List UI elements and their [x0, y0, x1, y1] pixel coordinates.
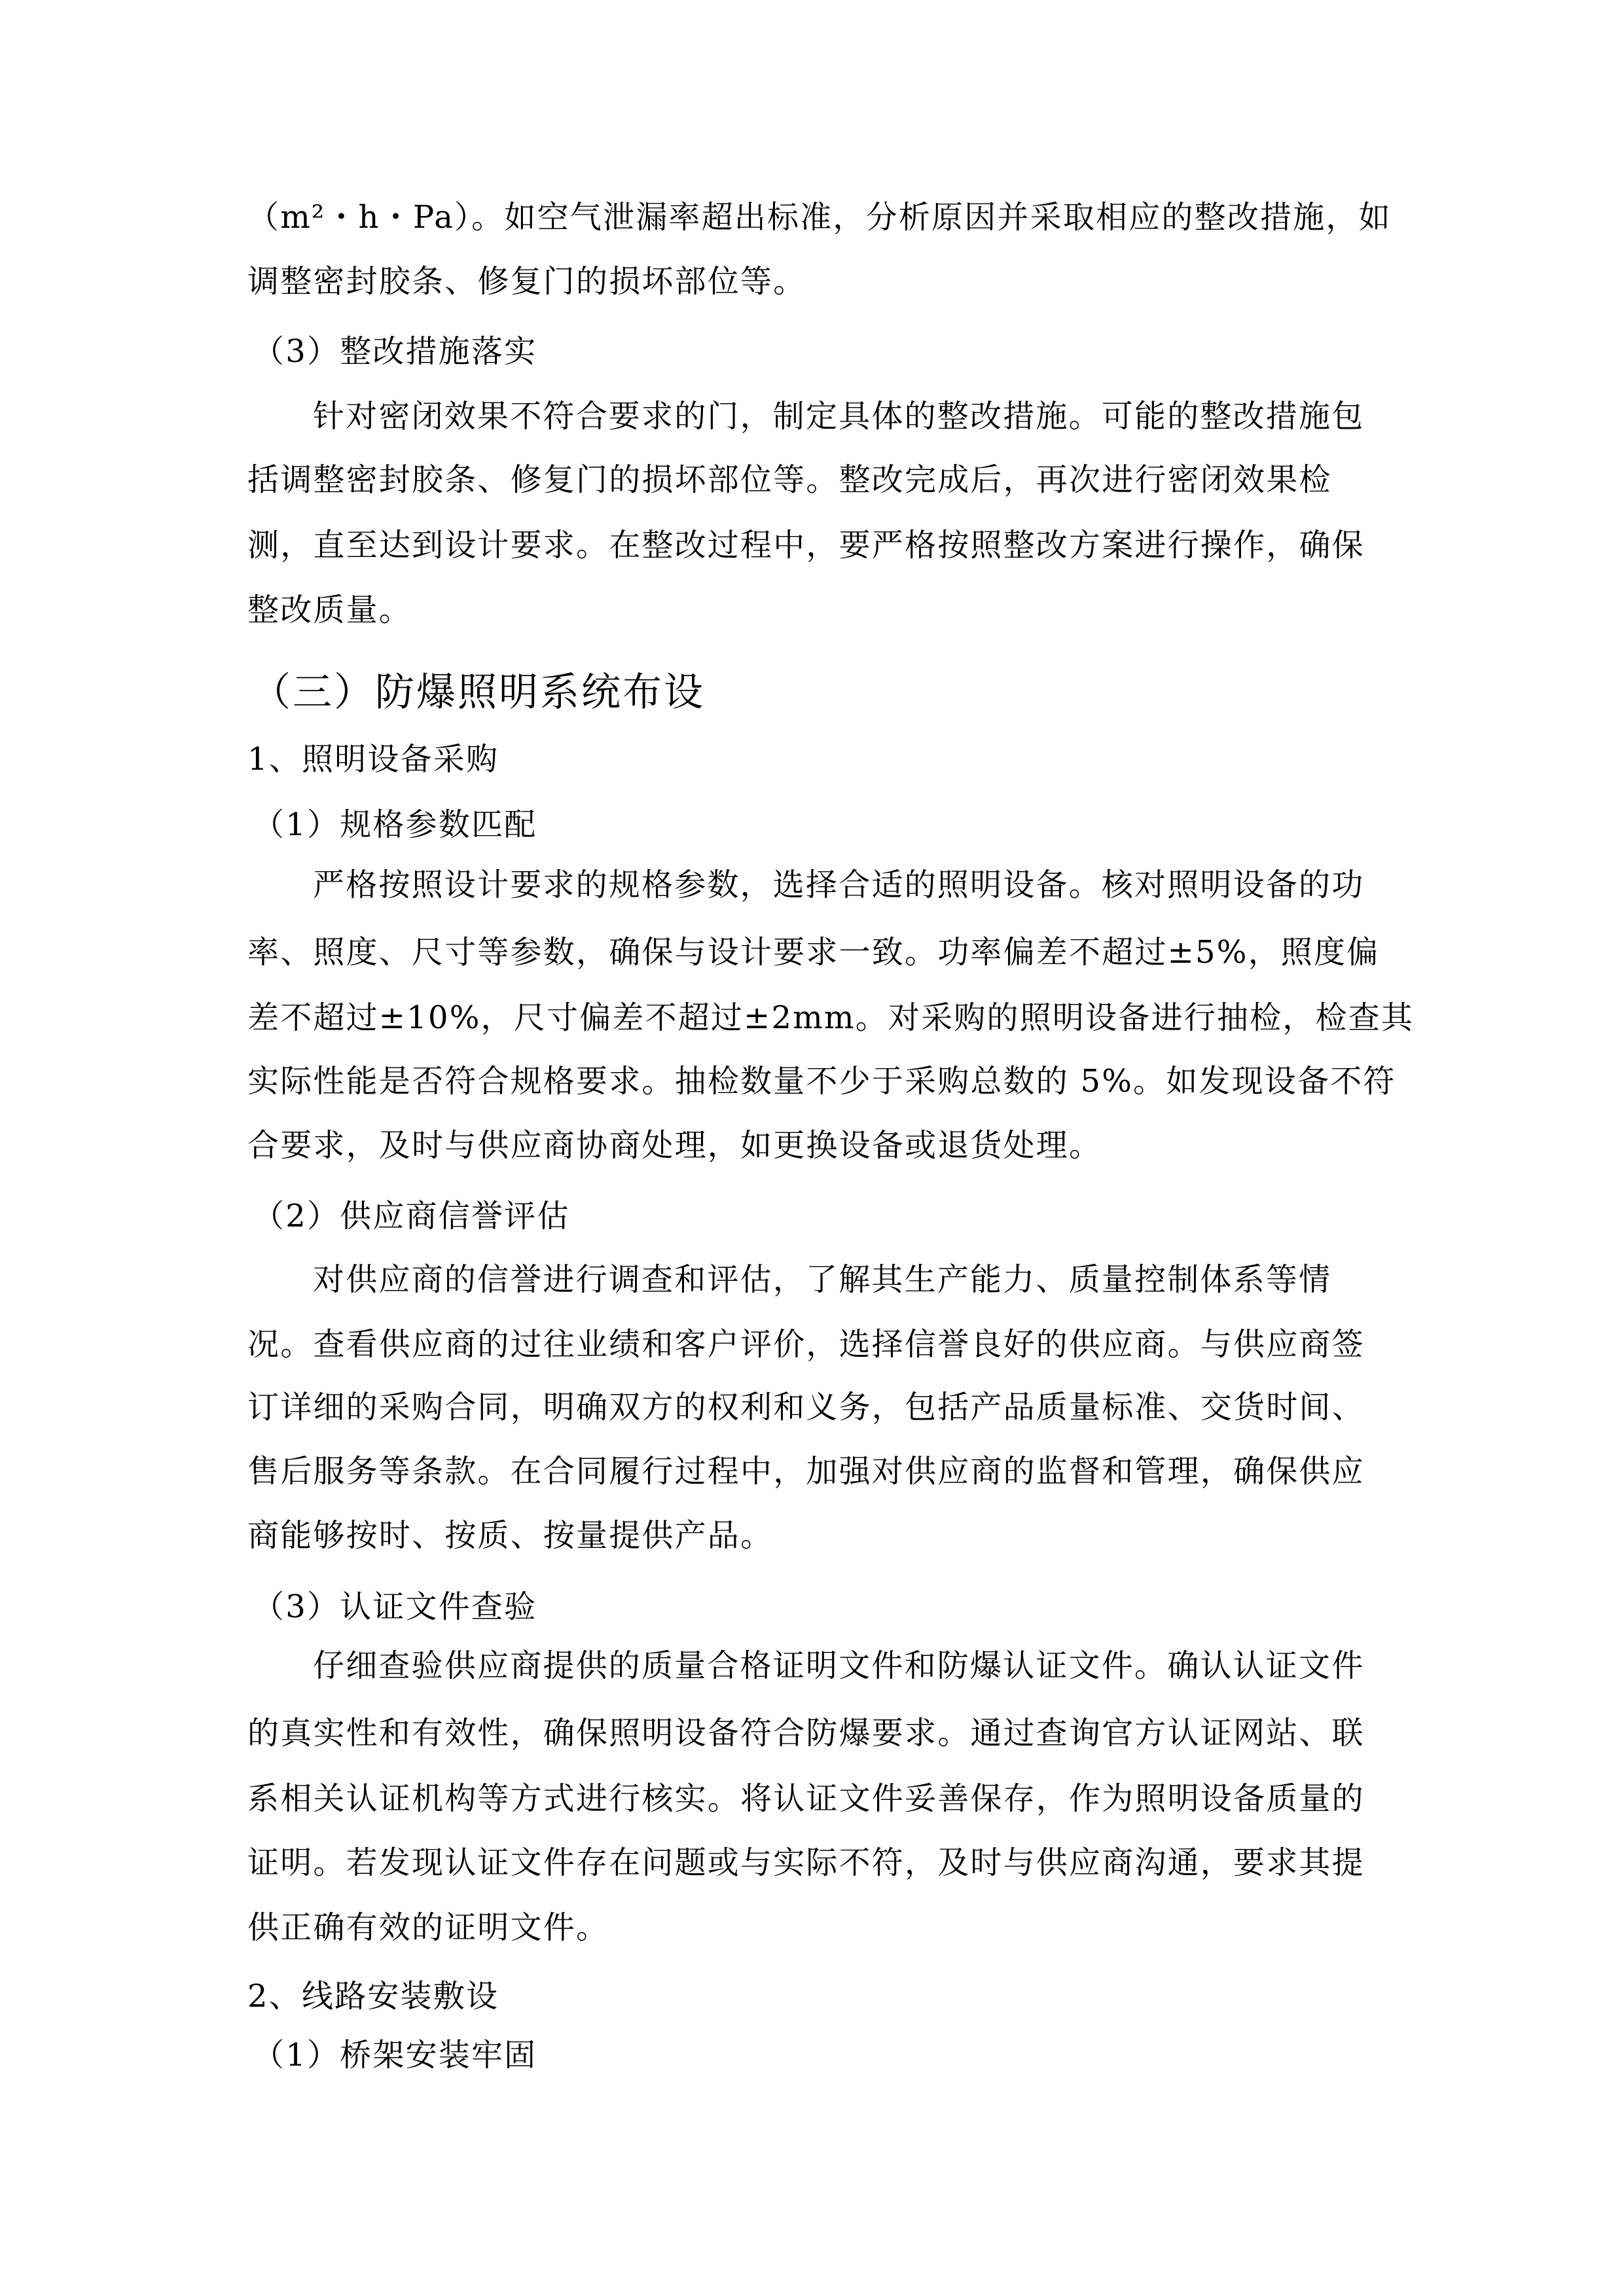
body-line: 调整密封胶条、修复门的损坏部位等。 [247, 263, 806, 300]
body-line: 率、照度、尺寸等参数，确保与设计要求一致。功率偏差不超过±5%，照度偏 [247, 934, 1380, 971]
body-line: 供正确有效的证明文件。 [247, 1909, 609, 1946]
paragraph-first-line: 针对密闭效果不符合要求的门，制定具体的整改措施。可能的整改措施包 [313, 398, 1365, 435]
paragraph-first-line: 仔细查验供应商提供的质量合格证明文件和防爆认证文件。确认认证文件 [313, 1647, 1365, 1684]
body-line: 差不超过±10%，尺寸偏差不超过±2mm。对采购的照明设备进行抽检，检查其 [247, 999, 1415, 1036]
body-line: 证明。若发现认证文件存在问题或与实际不符，及时与供应商沟通，要求其提 [247, 1844, 1365, 1881]
body-line: 括调整密封胶条、修复门的损坏部位等。整改完成后，再次进行密闭效果检 [247, 461, 1332, 498]
body-line: 商能够按时、按质、按量提供产品。 [247, 1517, 774, 1554]
body-line: 的真实性和有效性，确保照明设备符合防爆要求。通过查询官方认证网站、联 [247, 1715, 1365, 1751]
body-line: 测，直至达到设计要求。在整改过程中，要严格按照整改方案进行操作，确保 [247, 527, 1365, 564]
subheading-cable-tray-installation: （1）桥架安装牢固 [253, 2037, 537, 2073]
body-line: 订详细的采购合同，明确双方的权利和义务，包括产品质量标准、交货时间、 [247, 1389, 1365, 1426]
body-line: 整改质量。 [247, 592, 412, 628]
numbered-heading-equipment-procurement: 1、照明设备采购 [247, 741, 499, 778]
subheading-rectification-measures: （3）整改措施落实 [253, 333, 537, 370]
section-heading-explosion-proof-lighting: （三）防爆照明系统布设 [251, 670, 705, 715]
body-line: 系相关认证机构等方式进行核实。将认证文件妥善保存，作为照明设备质量的 [247, 1780, 1365, 1817]
paragraph-first-line: 严格按照设计要求的规格参数，选择合适的照明设备。核对照明设备的功 [313, 867, 1365, 903]
subheading-supplier-reputation: （2）供应商信誉评估 [253, 1198, 570, 1234]
numbered-heading-line-installation: 2、线路安装敷设 [247, 1978, 499, 2015]
body-line: 况。查看供应商的过往业绩和客户评价，选择信誉良好的供应商。与供应商签 [247, 1326, 1365, 1363]
body-line: 实际性能是否符合规格要求。抽检数量不少于采购总数的 5%。如发现设备不符 [247, 1063, 1396, 1100]
subheading-spec-matching: （1）规格参数匹配 [253, 806, 537, 843]
subheading-certificate-check: （3）认证文件查验 [253, 1588, 537, 1625]
paragraph-first-line: 对供应商的信誉进行调查和评估，了解其生产能力、质量控制体系等情 [313, 1261, 1332, 1298]
body-line: 售后服务等条款。在合同履行过程中，加强对供应商的监督和管理，确保供应 [247, 1453, 1365, 1490]
body-line: 合要求，及时与供应商协商处理，如更换设备或退货处理。 [247, 1127, 1102, 1164]
body-line: （m²・h・Pa）。如空气泄漏率超出标准，分析原因并采取相应的整改措施，如 [247, 199, 1392, 236]
